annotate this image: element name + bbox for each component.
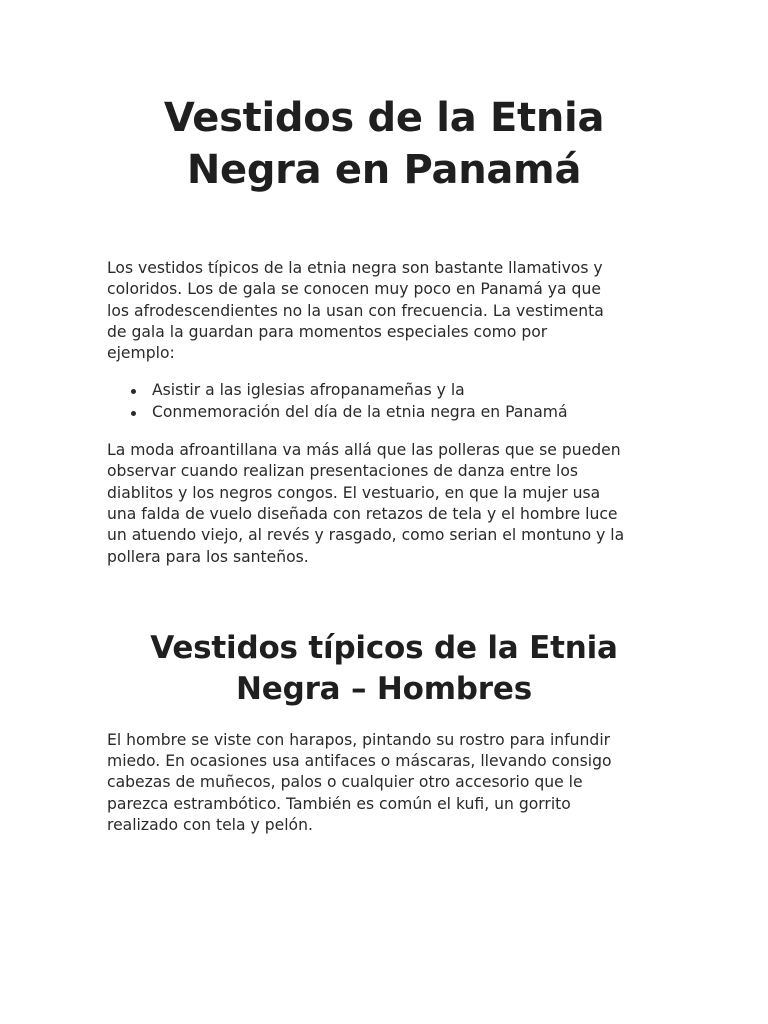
hombre-paragraph <box>107 730 661 836</box>
moda-paragraph <box>107 440 661 568</box>
section-heading-line: Negra – Hombres <box>236 670 532 707</box>
text-line: diablitos y los negros congos. El vestuario, en que la mujer usa <box>107 483 601 502</box>
text-line: una falda de vuelo diseñada con retazos de tela y el hombre luce <box>107 504 618 523</box>
intro-paragraph <box>107 258 661 364</box>
page-title-line: Negra en Panamá <box>186 147 582 193</box>
page-title <box>107 92 661 196</box>
list-item-text: Conmemoración del día de la etnia negra en Panamá <box>152 402 568 421</box>
text-line: parezca estrambótico. También es común el kufi, un gorrito <box>107 794 571 813</box>
text-line: El hombre se viste con harapos, pintando su rostro para infundir <box>107 730 611 749</box>
page-title-line: Vestidos de la Etnia <box>163 95 605 141</box>
text-line: los afrodescendientes no la usan con frecuencia. La vestimenta <box>107 301 604 320</box>
section-heading <box>107 628 661 710</box>
bullet-icon <box>131 389 136 394</box>
bullet-icon <box>131 411 136 416</box>
text-line: cabezas de muñecos, palos o cualquier otro accesorio que le <box>107 773 583 792</box>
text-line: ejemplo: <box>107 344 175 363</box>
text-line: miedo. En ocasiones usa antifaces o máscaras, llevando consigo <box>107 752 612 771</box>
list-item <box>107 402 661 423</box>
text-line: Los vestidos típicos de la etnia negra son bastante llamativos y <box>107 259 603 277</box>
list-item-text: Asistir a las iglesias afropanameñas y la <box>152 381 465 400</box>
bullet-list <box>107 380 661 423</box>
text-line: La moda afroantillana va más allá que las polleras que se pueden <box>107 441 621 460</box>
text-line: realizado con tela y pelón. <box>107 816 313 835</box>
text-line: observar cuando realizan presentaciones de danza entre los <box>107 462 579 481</box>
text-line: de gala la guardan para momentos especiales como por <box>107 322 548 341</box>
list-item <box>107 380 661 401</box>
text-line: coloridos. Los de gala se conocen muy poco en Panamá ya que <box>107 280 601 299</box>
section-heading-line: Vestidos típicos de la Etnia <box>150 629 618 666</box>
text-line: un atuendo viejo, al revés y rasgado, como serian el montuno y la <box>107 526 625 545</box>
text-line: pollera para los santeños. <box>107 547 309 566</box>
